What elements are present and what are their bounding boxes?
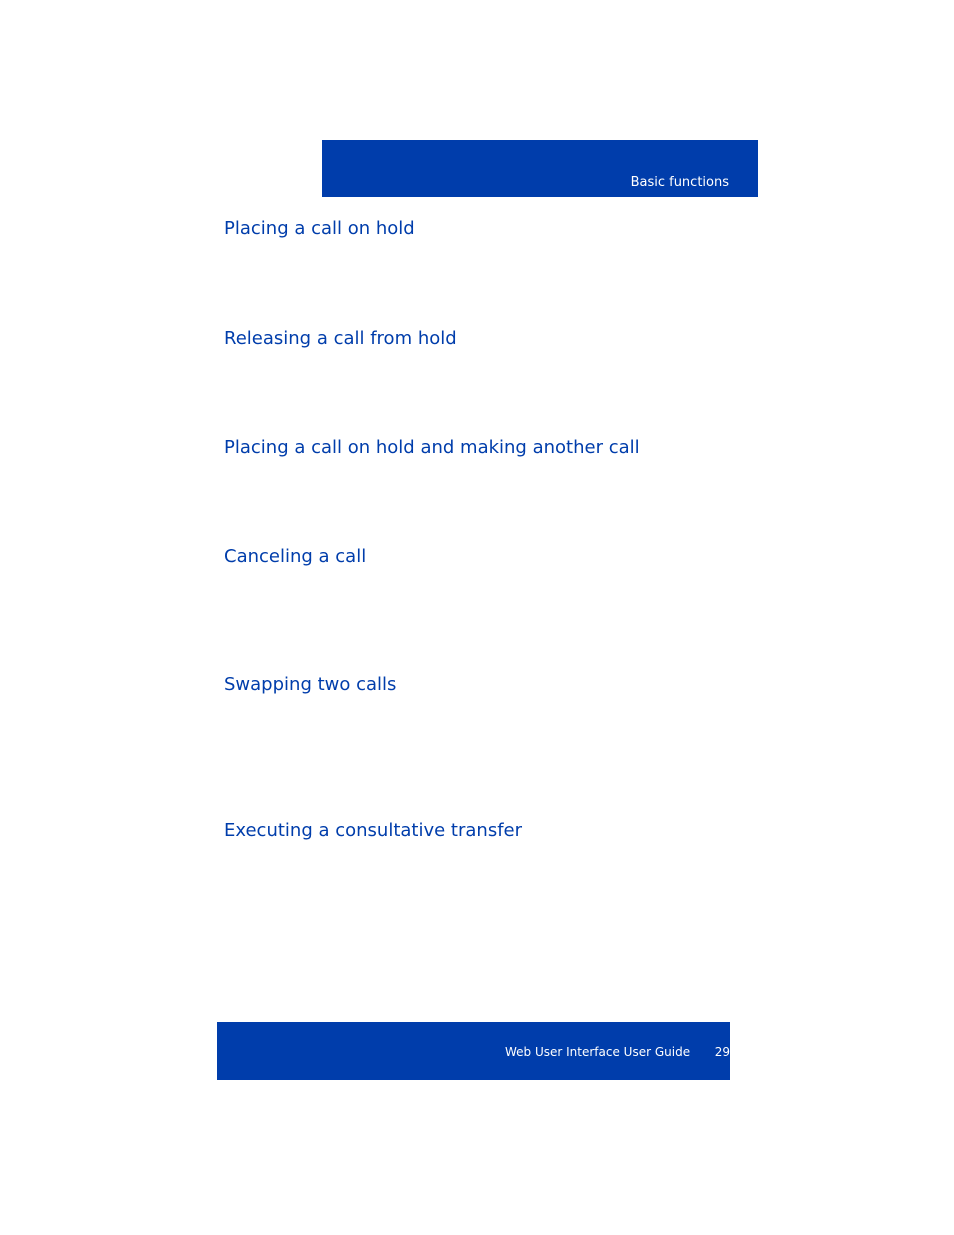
section-heading-hold-and-make-another-call: Placing a call on hold and making another call bbox=[224, 437, 640, 458]
footer-document-title: Web User Interface User Guide bbox=[505, 1045, 691, 1059]
section-heading-placing-call-on-hold: Placing a call on hold bbox=[224, 218, 415, 239]
section-heading-consultative-transfer: Executing a consultative transfer bbox=[224, 820, 523, 841]
chapter-header-band bbox=[322, 140, 758, 197]
section-heading-canceling-call: Canceling a call bbox=[224, 546, 367, 567]
page-footer-band bbox=[217, 1022, 730, 1080]
section-heading-releasing-call-from-hold: Releasing a call from hold bbox=[224, 328, 457, 349]
section-heading-swapping-two-calls: Swapping two calls bbox=[224, 674, 397, 695]
footer-page-number: 29 bbox=[714, 1045, 730, 1059]
chapter-title: Basic functions bbox=[630, 175, 729, 190]
